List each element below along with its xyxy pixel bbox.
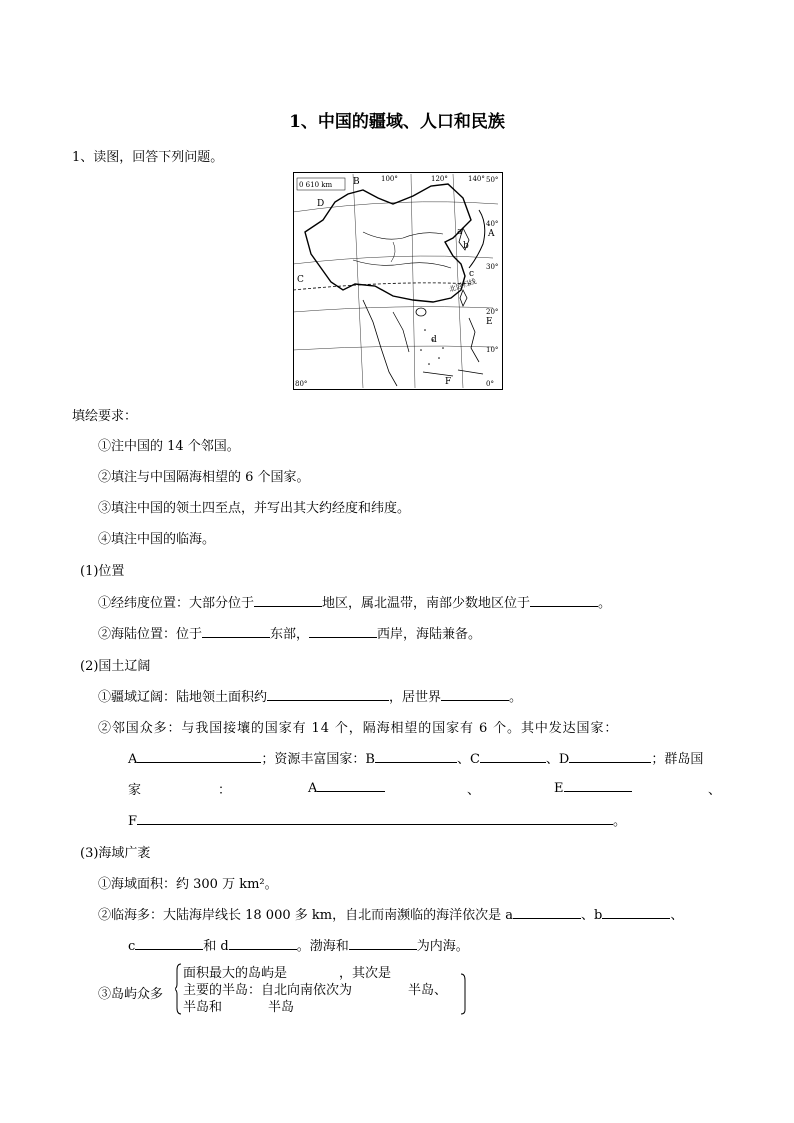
- map-lon-140: 140°: [468, 175, 485, 183]
- sec2-line4-a: 家: [128, 783, 142, 798]
- text: 、b: [580, 908, 603, 923]
- answer-blank[interactable]: [569, 750, 651, 763]
- map-sea-c: c: [469, 269, 475, 279]
- sec2-line4-c: [308, 779, 385, 796]
- map-lat-10: 10°: [486, 346, 499, 354]
- sec2-line4-b: ：: [218, 783, 232, 798]
- islands-brace-group: [175, 962, 467, 1016]
- answer-blank[interactable]: [564, 779, 632, 792]
- answer-blank[interactable]: [254, 594, 322, 607]
- requirement-item: ③填注中国的领土四至点，并写出其大约经度和纬度。: [98, 501, 411, 516]
- map-sea-d: d: [431, 335, 437, 345]
- answer-blank[interactable]: [530, 594, 598, 607]
- map-tropic-label: 北回归线: [448, 277, 478, 294]
- text: A: [308, 781, 318, 796]
- map-lon-100: 100°: [381, 175, 398, 183]
- sec2-line5: [128, 810, 626, 829]
- text: ①经纬度位置：大部分位于: [98, 596, 255, 611]
- text: F: [128, 814, 138, 829]
- requirement-item: ①注中国的 14 个邻国。: [98, 439, 240, 454]
- text: 主要的半岛：自北向南依次为: [183, 983, 353, 998]
- map-lat-0: 0°: [486, 380, 494, 388]
- text: 为内海。: [416, 939, 469, 954]
- map-sea-a: a: [457, 227, 463, 237]
- sec2-line2: ②邻国众多：与我国接壤的国家有 14 个，隔海相望的国家有 6 个。其中发达国家：: [98, 721, 619, 736]
- answer-blank[interactable]: [267, 688, 389, 701]
- section-heading: (3)海域广袤: [80, 846, 151, 861]
- map-lat-40: 40°: [486, 220, 499, 228]
- answer-blank[interactable]: [309, 625, 377, 638]
- answer-blank[interactable]: [202, 625, 270, 638]
- sec2-line4-e: [554, 779, 632, 796]
- answer-blank[interactable]: [441, 688, 509, 701]
- sec3-line2: [98, 904, 683, 923]
- text: 和 d: [203, 939, 229, 954]
- map-lat-30: 30°: [486, 263, 499, 271]
- sec2-line3: [128, 748, 703, 767]
- text: ，其次是: [339, 966, 392, 981]
- answer-blank[interactable]: [480, 750, 546, 763]
- sec3-line3: [128, 935, 469, 954]
- section-heading: (1)位置: [80, 564, 125, 579]
- text: 。: [598, 596, 612, 611]
- sec2-line4-d: 、: [467, 783, 481, 798]
- requirements-heading: 填绘要求：: [72, 409, 138, 424]
- sec2-line1: [98, 686, 522, 705]
- text: 。渤海和: [296, 939, 349, 954]
- map-letter-c: C: [297, 275, 304, 285]
- answer-blank[interactable]: [349, 937, 417, 950]
- text: 地区，属北温带，南部少数地区位于: [322, 596, 531, 611]
- map-letter-b: B: [353, 177, 360, 187]
- sec1-line2: [98, 623, 481, 642]
- answer-blank[interactable]: [135, 937, 203, 950]
- map-lon-120: 120°: [431, 175, 448, 183]
- text: A: [128, 752, 138, 767]
- text: 半岛: [268, 1000, 295, 1015]
- map-lat-20: 20°: [486, 308, 499, 316]
- page-title: 1、中国的疆域、人口和民族: [289, 112, 505, 132]
- requirement-item: ②填注与中国隔海相望的 6 个国家。: [98, 470, 310, 485]
- text: 、C: [456, 752, 480, 767]
- text: 、D: [545, 752, 570, 767]
- map-letter-f: F: [445, 377, 452, 387]
- text: c: [128, 939, 136, 954]
- map-letter-e: E: [486, 317, 493, 327]
- islands-label: ③岛屿众多: [98, 987, 164, 1002]
- brace-line-3: [183, 996, 294, 1015]
- map-letter-a: A: [488, 229, 495, 239]
- text: 。: [613, 814, 627, 829]
- text: 、: [670, 908, 684, 923]
- requirement-item: ④填注中国的临海。: [98, 532, 216, 547]
- map-lat-50: 50°: [486, 176, 499, 184]
- answer-blank[interactable]: [137, 750, 261, 763]
- answer-blank[interactable]: [229, 937, 297, 950]
- map-corner-lon: 80°: [295, 380, 308, 388]
- answer-blank[interactable]: [375, 750, 457, 763]
- answer-blank[interactable]: [513, 906, 581, 919]
- china-map-figure: [293, 172, 503, 390]
- text: 半岛和: [183, 1000, 223, 1015]
- map-scale-label: 0 610 km: [299, 181, 333, 189]
- text: E: [554, 781, 564, 796]
- text: 半岛、: [408, 983, 448, 998]
- map-sea-b: b: [463, 241, 469, 251]
- text: 。: [509, 690, 523, 705]
- text: 东部，: [270, 627, 310, 642]
- text: ；资源丰富国家：B: [261, 752, 375, 767]
- section-heading: (2)国土辽阔: [80, 659, 151, 674]
- text: ；群岛国: [651, 752, 704, 767]
- sec3-line1: ①海域面积：约 300 万 km²。: [98, 877, 278, 892]
- text: ②临海多：大陆海岸线长 18 000 多 km，自北而南濒临的海洋依次是 a: [98, 908, 513, 923]
- sec1-line1: [98, 592, 611, 611]
- answer-blank[interactable]: [602, 906, 670, 919]
- answer-blank[interactable]: [137, 812, 613, 825]
- map-letter-d: D: [317, 199, 325, 209]
- text: ①疆域辽阔：陆地领土面积约: [98, 690, 268, 705]
- sec2-line4-f: 、: [708, 783, 722, 798]
- question-prompt: 1、读图，回答下列问题。: [72, 150, 224, 165]
- text: 西岸，海陆兼备。: [377, 627, 482, 642]
- answer-blank[interactable]: [317, 779, 385, 792]
- text: 面积最大的岛屿是: [183, 966, 288, 981]
- text: ②海陆位置：位于: [98, 627, 203, 642]
- text: ，居世界: [389, 690, 442, 705]
